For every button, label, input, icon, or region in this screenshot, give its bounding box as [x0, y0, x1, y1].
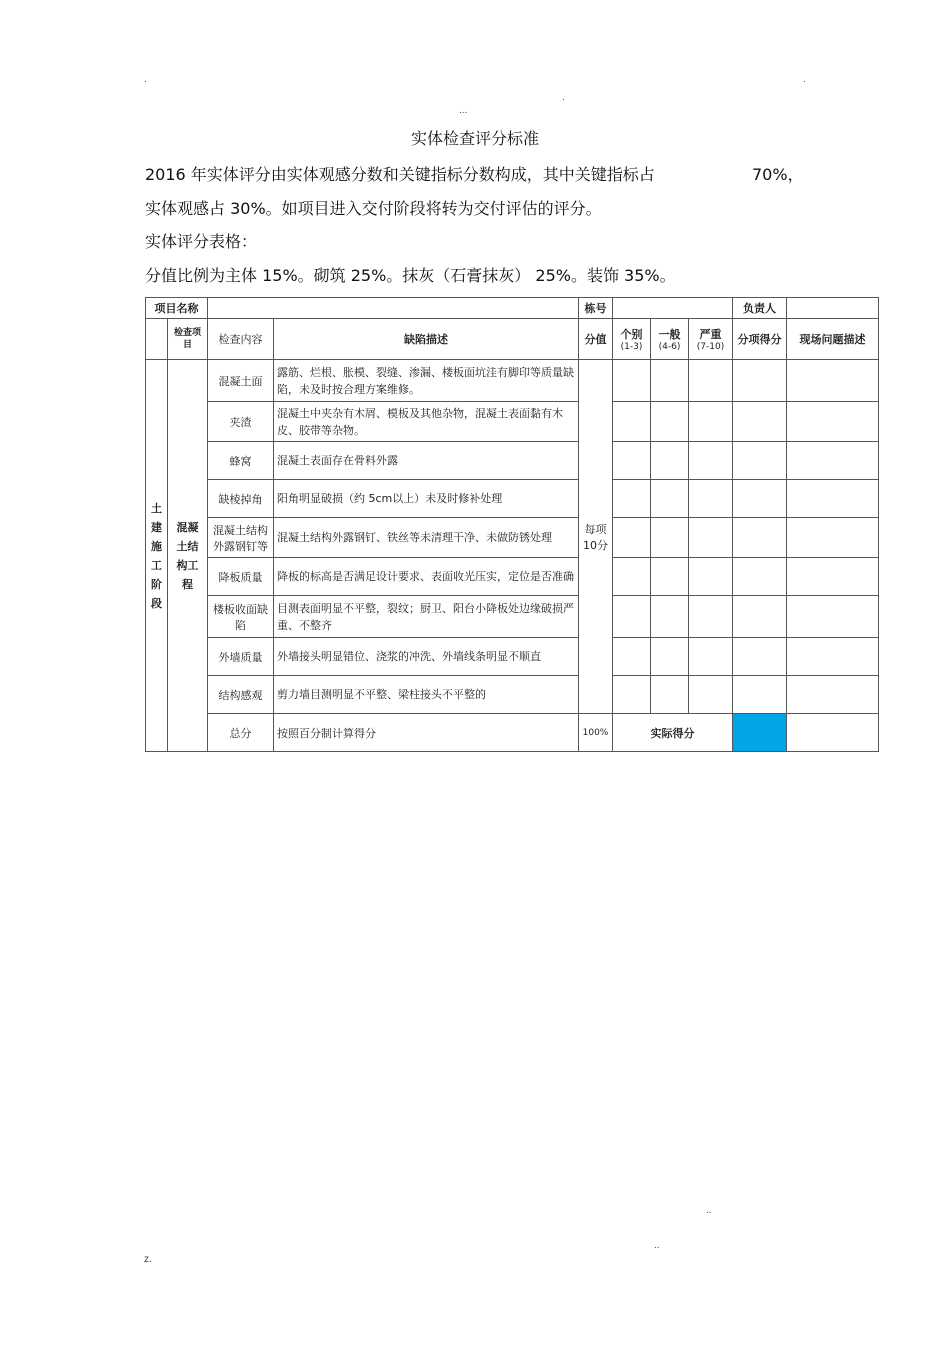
item-score-input[interactable]: [733, 518, 787, 558]
paragraph-line-1: [145, 162, 655, 185]
individual-header: [613, 319, 651, 360]
stage-cell: 土 建 施 工 阶 段: [146, 360, 168, 752]
site-issue-input[interactable]: [787, 402, 879, 442]
serious-input[interactable]: [689, 518, 733, 558]
check-content-cell: 混凝土结构外露钢钉等: [208, 518, 274, 558]
serious-input[interactable]: [689, 442, 733, 480]
paragraph-percent: 70%，: [752, 165, 804, 184]
total-remark[interactable]: [787, 714, 879, 752]
total-row: [146, 714, 879, 752]
check-content-cell: 楼板收面缺陷: [208, 596, 274, 638]
site-issue-input[interactable]: [787, 518, 879, 558]
check-content-header: 检查内容: [208, 319, 274, 360]
table-header-row: [146, 298, 879, 319]
table-row: [146, 360, 879, 402]
individual-input[interactable]: [613, 558, 651, 596]
building-no-label: 栋号: [579, 298, 613, 319]
general-input[interactable]: [651, 638, 689, 676]
page-mark: .: [803, 74, 806, 85]
paragraph-line-2: 实体观感占 30%。如项目进入交付阶段将转为交付评估的评分。: [145, 199, 602, 218]
page-mark: ..: [654, 1240, 660, 1251]
serious-header: [689, 319, 733, 360]
check-content-cell: 缺棱掉角: [208, 480, 274, 518]
serious-label: 严重: [699, 328, 722, 341]
item-score-input[interactable]: [733, 676, 787, 714]
item-score-input[interactable]: [733, 480, 787, 518]
defect-desc-cell: 外墙接头明显错位、浇浆的冲洗、外墙线条明显不顺直: [274, 638, 579, 676]
check-content-cell: 降板质量: [208, 558, 274, 596]
person-in-charge-label: 负责人: [733, 298, 787, 319]
defect-desc-cell: 阳角明显破损（约 5cm以上）未及时修补处理: [274, 480, 579, 518]
paragraph-text: 2016 年实体评分由实体观感分数和关键指标分数构成，其中关键指标占: [145, 165, 655, 184]
item-score-input[interactable]: [733, 596, 787, 638]
table-row: [146, 558, 879, 596]
general-input[interactable]: [651, 402, 689, 442]
table-row: [146, 480, 879, 518]
item-score-input[interactable]: [733, 402, 787, 442]
general-label: 一般: [658, 328, 681, 341]
serious-input[interactable]: [689, 638, 733, 676]
project-name-value[interactable]: [208, 298, 579, 319]
individual-input[interactable]: [613, 596, 651, 638]
table-row: [146, 402, 879, 442]
serious-input[interactable]: [689, 360, 733, 402]
check-content-cell: 蜂窝: [208, 442, 274, 480]
score-table: [145, 297, 879, 752]
defect-desc-cell: 目测表面明显不平整，裂纹；厨卫、阳台小降板处边缘破损严重、不整齐: [274, 596, 579, 638]
general-input[interactable]: [651, 596, 689, 638]
item-score-input[interactable]: [733, 558, 787, 596]
blank-cell: [146, 319, 168, 360]
page-mark: z.: [144, 1254, 152, 1265]
general-input[interactable]: [651, 518, 689, 558]
total-label: 总分: [208, 714, 274, 752]
check-content-cell: 混凝土面: [208, 360, 274, 402]
check-content-cell: 结构感观: [208, 676, 274, 714]
site-issue-input[interactable]: [787, 360, 879, 402]
serious-input[interactable]: [689, 596, 733, 638]
page-mark: .: [562, 92, 565, 103]
check-item-header: 检查项目: [168, 319, 208, 360]
site-issue-header: 现场问题描述: [787, 319, 879, 360]
page-mark: .: [144, 74, 147, 85]
item-score-input[interactable]: [733, 360, 787, 402]
table-row: [146, 638, 879, 676]
item-cell: 混凝 土结 构工 程: [168, 360, 208, 752]
item-score-header: 分项得分: [733, 319, 787, 360]
individual-input[interactable]: [613, 676, 651, 714]
table-row: [146, 676, 879, 714]
site-issue-input[interactable]: [787, 442, 879, 480]
total-value: 100%: [579, 714, 613, 752]
serious-input[interactable]: [689, 558, 733, 596]
individual-input[interactable]: [613, 638, 651, 676]
check-content-cell: 夹渣: [208, 402, 274, 442]
score-value-header: 分值: [579, 319, 613, 360]
individual-input[interactable]: [613, 442, 651, 480]
document-title: 实体检查评分标准: [410, 129, 539, 148]
page-mark: ...: [459, 105, 468, 116]
defect-desc-header: 缺陷描述: [274, 319, 579, 360]
table-row: [146, 596, 879, 638]
individual-input[interactable]: [613, 402, 651, 442]
actual-score-value[interactable]: [733, 714, 787, 752]
general-input[interactable]: [651, 360, 689, 402]
check-content-cell: 外墙质量: [208, 638, 274, 676]
defect-desc-cell: 混凝土表面存在骨料外露: [274, 442, 579, 480]
general-input[interactable]: [651, 442, 689, 480]
table-header-row: [146, 319, 879, 360]
defect-desc-cell: 露筋、烂根、胀模、裂缝、渗漏、楼板面坑洼有脚印等质量缺陷，未及时按合理方案维修。: [274, 360, 579, 402]
general-input[interactable]: [651, 558, 689, 596]
individual-input[interactable]: [613, 518, 651, 558]
general-header: [651, 319, 689, 360]
serious-input[interactable]: [689, 402, 733, 442]
defect-desc-cell: 降板的标高是否满足设计要求、表面收光压实，定位是否准确: [274, 558, 579, 596]
person-in-charge-value[interactable]: [787, 298, 879, 319]
serious-input[interactable]: [689, 676, 733, 714]
actual-score-label: 实际得分: [613, 714, 733, 752]
general-range: (4-6): [658, 342, 681, 352]
defect-desc-cell: 剪力墙目测明显不平整、梁柱接头不平整的: [274, 676, 579, 714]
item-score-input[interactable]: [733, 638, 787, 676]
individual-range: (1-3): [620, 342, 643, 352]
score-each-cell: 每项10分: [579, 360, 613, 714]
project-name-label: 项目名称: [146, 298, 208, 319]
serious-input[interactable]: [689, 480, 733, 518]
individual-label: 个别: [620, 328, 643, 341]
defect-desc-cell: 混凝土中夹杂有木屑、模板及其他杂物，混凝土表面黏有木皮、胶带等杂物。: [274, 402, 579, 442]
table-row: [146, 518, 879, 558]
total-desc: 按照百分制计算得分: [274, 714, 579, 752]
site-issue-input[interactable]: [787, 638, 879, 676]
site-issue-input[interactable]: [787, 676, 879, 714]
general-input[interactable]: [651, 676, 689, 714]
general-input[interactable]: [651, 480, 689, 518]
site-issue-input[interactable]: [787, 480, 879, 518]
site-issue-input[interactable]: [787, 558, 879, 596]
defect-desc-cell: 混凝土结构外露钢钉、铁丝等未清理干净、未做防锈处理: [274, 518, 579, 558]
paragraph-line-3: 实体评分表格：: [145, 232, 258, 251]
page-mark: ..: [706, 1205, 712, 1216]
individual-input[interactable]: [613, 480, 651, 518]
paragraph-line-4: 分值比例为主体 15%。砌筑 25%。抹灰（石膏抹灰） 25%。装饰 35%。: [145, 266, 676, 285]
site-issue-input[interactable]: [787, 596, 879, 638]
item-score-input[interactable]: [733, 442, 787, 480]
table-row: [146, 442, 879, 480]
individual-input[interactable]: [613, 360, 651, 402]
building-no-value[interactable]: [613, 298, 733, 319]
serious-range: (7-10): [696, 342, 725, 352]
